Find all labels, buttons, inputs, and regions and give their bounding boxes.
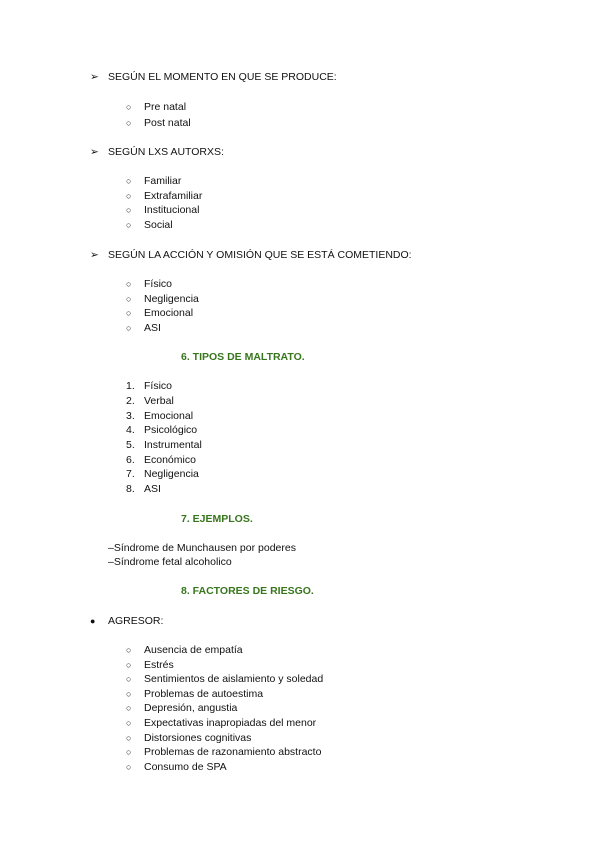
- list-item-text: Físico: [144, 278, 173, 290]
- list-item-text: Psicológico: [144, 424, 198, 436]
- item-number: 1.: [126, 380, 135, 392]
- section-title: SEGÚN LXS AUTORXS:: [108, 146, 224, 158]
- circle-bullet-icon: ○: [126, 747, 132, 757]
- circle-bullet-icon: ○: [126, 191, 132, 201]
- list-item-text: ASI: [144, 322, 161, 334]
- list-item-text: Institucional: [144, 204, 200, 216]
- list-item-text: ASI: [144, 483, 161, 495]
- circle-bullet-icon: ○: [126, 762, 132, 772]
- item-number: 5.: [126, 439, 135, 451]
- arrow-bullet-icon: ➢: [90, 71, 99, 83]
- example-text: –Síndrome de Munchausen por poderes: [108, 542, 296, 554]
- agresor-label: AGRESOR:: [108, 615, 164, 627]
- list-item-text: Problemas de razonamiento abstracto: [144, 746, 322, 758]
- list-item-text: Ausencia de empatía: [144, 644, 243, 656]
- circle-bullet-icon: ○: [126, 660, 132, 670]
- circle-bullet-icon: ○: [126, 689, 132, 699]
- list-item-text: Negligencia: [144, 293, 199, 305]
- circle-bullet-icon: ○: [126, 323, 132, 333]
- item-number: 2.: [126, 395, 135, 407]
- list-item-text: Estrés: [144, 659, 174, 671]
- circle-bullet-icon: ○: [126, 733, 132, 743]
- list-item-text: Familiar: [144, 175, 182, 187]
- list-item-text: Depresión, angustia: [144, 702, 238, 714]
- list-item-text: Distorsiones cognitivas: [144, 732, 252, 744]
- section-title: SEGÚN LA ACCIÓN Y OMISIÓN QUE SE ESTÁ COMETIENDO:: [108, 249, 412, 261]
- list-item-text: Emocional: [144, 307, 194, 319]
- circle-bullet-icon: ○: [126, 308, 132, 318]
- heading-text: 6. TIPOS DE MALTRATO.: [181, 351, 305, 363]
- item-number: 8.: [126, 483, 135, 495]
- heading-text: 7. EJEMPLOS.: [181, 513, 253, 525]
- list-item-text: Social: [144, 219, 173, 231]
- arrow-bullet-icon: ➢: [90, 146, 99, 158]
- circle-bullet-icon: ○: [126, 176, 132, 186]
- heading-text: 8. FACTORES DE RIESGO.: [181, 585, 314, 597]
- circle-bullet-icon: ○: [126, 703, 132, 713]
- list-item-text: Emocional: [144, 410, 194, 422]
- circle-bullet-icon: ○: [126, 220, 132, 230]
- list-item-text: Económico: [144, 454, 196, 466]
- circle-bullet-icon: ○: [126, 718, 132, 728]
- item-number: 6.: [126, 454, 135, 466]
- list-item-text: Problemas de autoestima: [144, 688, 264, 700]
- circle-bullet-icon: ○: [126, 205, 132, 215]
- list-item-text: Pre natal: [144, 101, 187, 113]
- list-item-text: Consumo de SPA: [144, 761, 227, 773]
- list-item-text: Post natal: [144, 117, 191, 129]
- list-item-text: Instrumental: [144, 439, 202, 451]
- item-number: 3.: [126, 410, 135, 422]
- item-number: 7.: [126, 468, 135, 480]
- circle-bullet-icon: ○: [126, 645, 132, 655]
- arrow-bullet-icon: ➢: [90, 249, 99, 261]
- circle-bullet-icon: ○: [126, 674, 132, 684]
- list-item-text: Sentimientos de aislamiento y soledad: [144, 673, 324, 685]
- list-item-text: Físico: [144, 380, 173, 392]
- circle-bullet-icon: ○: [126, 279, 132, 289]
- example-text: –Síndrome fetal alcoholico: [108, 556, 232, 568]
- item-number: 4.: [126, 424, 135, 436]
- circle-bullet-icon: ○: [126, 118, 132, 128]
- list-item-text: Extrafamiliar: [144, 190, 203, 202]
- list-item-text: Negligencia: [144, 468, 199, 480]
- circle-bullet-icon: ○: [126, 294, 132, 304]
- section-title: SEGÚN EL MOMENTO EN QUE SE PRODUCE:: [108, 71, 337, 83]
- dot-bullet-icon: ●: [90, 616, 96, 626]
- list-item-text: Verbal: [144, 395, 174, 407]
- circle-bullet-icon: ○: [126, 102, 132, 112]
- list-item-text: Expectativas inapropiadas del menor: [144, 717, 317, 729]
